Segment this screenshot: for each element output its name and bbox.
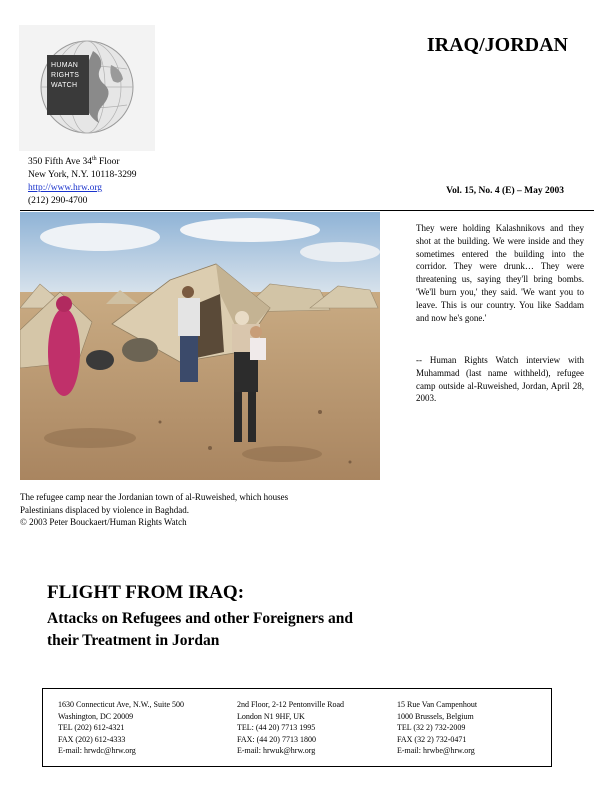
office-email: E-mail: hrwdc@hrw.org bbox=[58, 746, 136, 756]
office-fax: FAX (32 2) 732-0471 bbox=[397, 734, 467, 744]
address-line-1 bbox=[28, 153, 136, 169]
office-tel: TEL: (44 20) 7713 1995 bbox=[237, 723, 316, 733]
header-divider bbox=[20, 210, 594, 211]
address-phone: (212) 290-4700 bbox=[28, 196, 88, 207]
office-email: E-mail: hrwbe@hrw.org bbox=[397, 746, 475, 756]
office-fax: FAX: (44 20) 7713 1800 bbox=[237, 734, 316, 744]
caption-line-1: The refugee camp near the Jordanian town of al-Ruweished, which houses bbox=[20, 492, 289, 502]
region-title: IRAQ/JORDAN bbox=[426, 34, 568, 56]
office-brussels bbox=[397, 699, 477, 757]
caption-line-2: Palestinians displaced by violence in Baghdad. bbox=[20, 504, 189, 515]
office-address: 1630 Connecticut Ave, N.W., Suite 500 bbox=[58, 700, 184, 709]
office-city: Washington, DC 20009 bbox=[58, 711, 134, 721]
office-washington bbox=[58, 699, 184, 757]
logo-line-3: WATCH bbox=[51, 82, 78, 89]
logo-line-2: RIGHTS bbox=[51, 72, 80, 79]
office-address: 2nd Floor, 2-12 Pentonville Road bbox=[237, 700, 345, 709]
office-address: 15 Rue Van Campenhout bbox=[397, 700, 478, 709]
logo-wordmark bbox=[47, 55, 89, 115]
website-link[interactable]: http://www.hrw.org bbox=[28, 183, 103, 194]
report-subheadline bbox=[47, 608, 427, 652]
subheadline-line-1: Attacks on Refugees and other Foreigners and bbox=[47, 610, 353, 627]
quote-attribution: -- Human Rights Watch interview with Muhammad (last name withheld), refugee camp outside al-Ruweished, Jordan, April 28, 2003. bbox=[416, 355, 584, 404]
address-street: 350 Fifth Ave 34 bbox=[28, 157, 92, 168]
report-headline: FLIGHT FROM IRAQ: bbox=[47, 582, 245, 603]
refugee-camp-photo bbox=[20, 212, 380, 480]
office-tel: TEL (32 2) 732-2009 bbox=[397, 723, 466, 733]
volume-info: Vol. 15, No. 4 (E) – May 2003 bbox=[446, 186, 564, 196]
office-contacts bbox=[42, 688, 552, 767]
office-city: 1000 Brussels, Belgium bbox=[397, 711, 474, 721]
subheadline-line-2: their Treatment in Jordan bbox=[47, 632, 220, 649]
office-fax: FAX (202) 612-4333 bbox=[58, 734, 126, 744]
caption-credit: © 2003 Peter Bouckaert/Human Rights Watch bbox=[20, 517, 187, 527]
photo-caption bbox=[20, 491, 350, 529]
hrw-logo bbox=[19, 25, 155, 151]
office-london bbox=[237, 699, 344, 757]
address-line-2: New York, N.Y. 10118-3299 bbox=[28, 170, 137, 181]
address-floor: Floor bbox=[96, 157, 120, 168]
logo-line-1: HUMAN bbox=[51, 62, 79, 69]
office-city: London N1 9HF, UK bbox=[237, 711, 305, 721]
hq-address bbox=[28, 153, 136, 208]
office-tel: TEL (202) 612-4321 bbox=[58, 723, 125, 733]
office-email: E-mail: hrwuk@hrw.org bbox=[237, 746, 316, 756]
address-sup: th bbox=[91, 156, 97, 162]
testimony-quote: They were holding Kalashnikovs and they shot at the building. We were inside and they sometimes entered the building into the corridor. They were drunk… They were threatening us, saying they'll bring bombs. 'We'll burn you,' they said. 'We want you to leave. This is our country. You like Saddam and now he's gone.' bbox=[416, 223, 584, 323]
